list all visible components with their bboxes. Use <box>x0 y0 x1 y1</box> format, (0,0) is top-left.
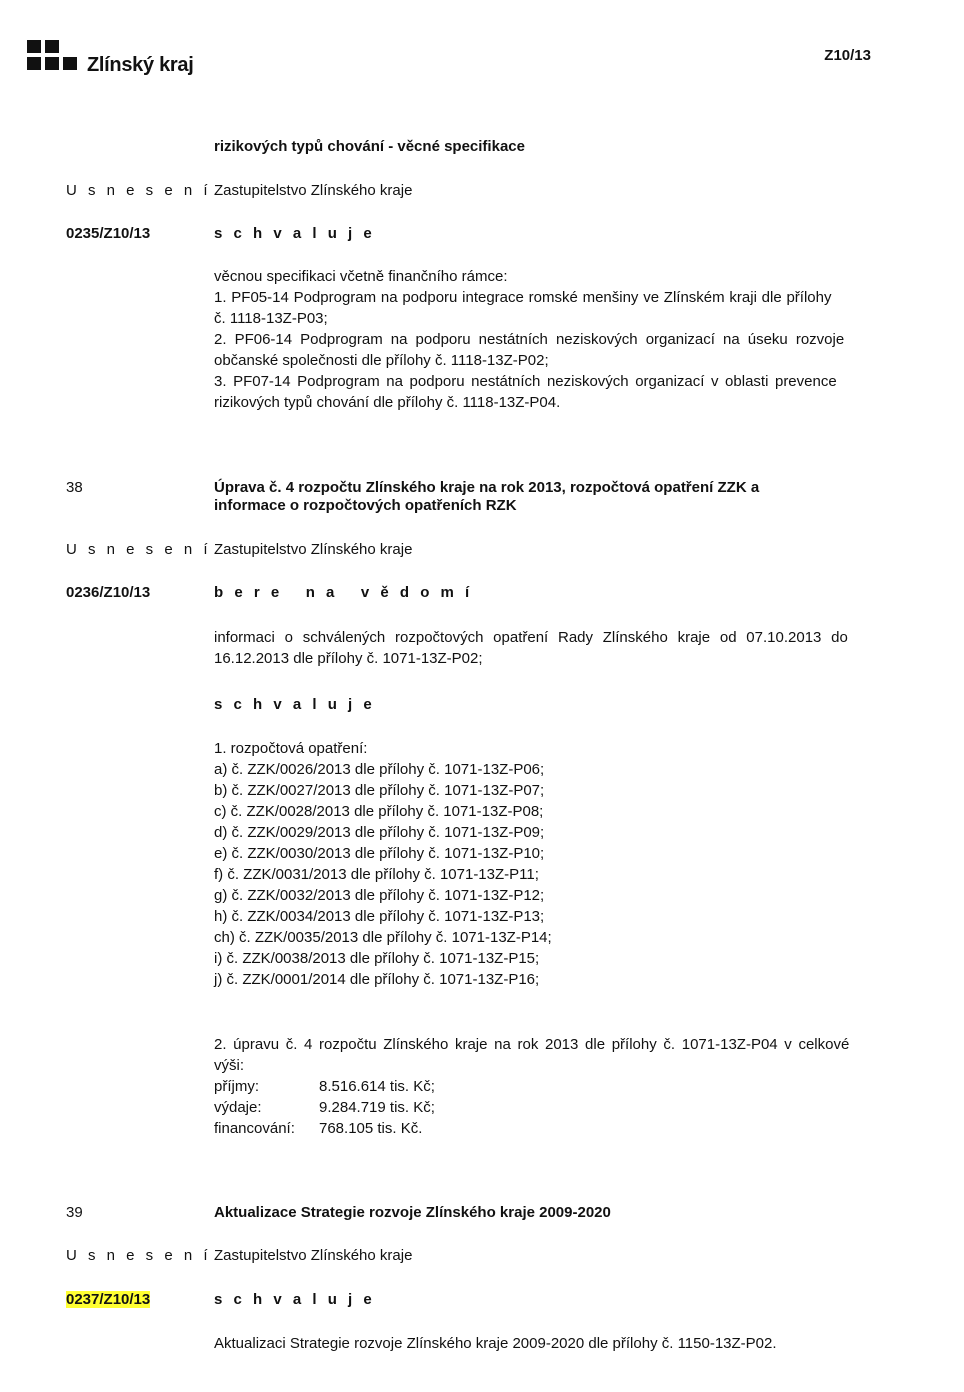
list-item: b) č. ZZK/0027/2013 dle přílohy č. 1071-13Z-P07; <box>214 782 545 799</box>
text-line: č. 1118-13Z-P03; <box>214 310 328 327</box>
budget-label: financování: <box>214 1120 295 1137</box>
item-title-line: Úprava č. 4 rozpočtu Zlínského kraje na rok 2013, rozpočtová opatření ZZK a <box>214 479 760 496</box>
list-item: j) č. ZZK/0001/2014 dle přílohy č. 1071-13Z-P16; <box>214 971 540 988</box>
text-line: výši: <box>214 1057 244 1074</box>
zlinsky-kraj-logo <box>27 36 197 84</box>
text-line: 2. úpravu č. 4 rozpočtu Zlínského kraje na rok 2013 dle přílohy č. 1071-13Z-P04 v celkové <box>214 1036 850 1053</box>
list-item: a) č. ZZK/0026/2013 dle přílohy č. 1071-13Z-P06; <box>214 761 545 778</box>
resolution-verb: s c h v a l u j e <box>214 225 376 242</box>
item-number: 38 <box>66 479 83 496</box>
list-item: c) č. ZZK/0028/2013 dle přílohy č. 1071-13Z-P08; <box>214 803 544 820</box>
item-number: 39 <box>66 1204 83 1221</box>
resolution-body: Zastupitelstvo Zlínského kraje <box>214 541 413 558</box>
budget-label: příjmy: <box>214 1078 259 1095</box>
document-number: Z10/13 <box>824 47 871 64</box>
resolution-verb: s c h v a l u j e <box>214 696 376 713</box>
usneseni-label: U s n e s e n í <box>66 1247 212 1264</box>
logo-square-icon <box>27 57 41 70</box>
resolution-number: 0236/Z10/13 <box>66 584 151 601</box>
list-item: h) č. ZZK/0034/2013 dle přílohy č. 1071-13Z-P13; <box>214 908 545 925</box>
budget-row <box>214 1097 869 1118</box>
usneseni-label: U s n e s e n í <box>66 182 212 199</box>
logo-text: Zlínský kraj <box>87 54 194 76</box>
logo-square-icon <box>27 40 41 53</box>
budget-measures-list <box>214 738 869 990</box>
resolution-text <box>214 266 869 413</box>
resolution-text: Aktualizaci Strategie rozvoje Zlínského kraje 2009-2020 dle přílohy č. 1150-13Z-P02. <box>214 1335 777 1352</box>
resolution-body: Zastupitelstvo Zlínského kraje <box>214 1247 413 1264</box>
logo-square-icon <box>63 57 77 70</box>
list-heading: 1. rozpočtová opatření: <box>214 740 368 757</box>
list-item: e) č. ZZK/0030/2013 dle přílohy č. 1071-13Z-P10; <box>214 845 545 862</box>
text-line: věcnou specifikaci včetně finančního rámce: <box>214 268 508 285</box>
item-title: Aktualizace Strategie rozvoje Zlínského kraje 2009-2020 <box>214 1204 611 1221</box>
list-item: i) č. ZZK/0038/2013 dle přílohy č. 1071-13Z-P15; <box>214 950 540 967</box>
info-text <box>214 627 869 669</box>
text-line: 16.12.2013 dle přílohy č. 1071-13Z-P02; <box>214 650 483 667</box>
text-line: 3. PF07-14 Podprogram na podporu nestátních neziskových organizací v oblasti prevence <box>214 373 837 390</box>
list-item: g) č. ZZK/0032/2013 dle přílohy č. 1071-13Z-P12; <box>214 887 545 904</box>
text-line: 2. PF06-14 Podprogram na podporu nestátních neziskových organizací na úseku rozvoje <box>214 331 845 348</box>
resolution-number: 0235/Z10/13 <box>66 225 151 242</box>
resolution-verb: s c h v a l u j e <box>214 1291 376 1308</box>
item-title-tail: rizikových typů chování - věcné specifikace <box>214 138 525 155</box>
budget-value: 768.105 tis. Kč. <box>319 1120 423 1137</box>
resolution-body: Zastupitelstvo Zlínského kraje <box>214 182 413 199</box>
resolution-verb: b e r e n a v ě d o m í <box>214 584 473 601</box>
text-line: rizikových typů chování dle přílohy č. 1118-13Z-P04. <box>214 394 561 411</box>
item-title-line: informace o rozpočtových opatřeních RZK <box>214 497 517 514</box>
budget-row <box>214 1118 869 1139</box>
resolution-number: 0237/Z10/13 <box>66 1291 151 1308</box>
budget-value: 9.284.719 tis. Kč; <box>319 1099 435 1116</box>
resolution-number-wrap <box>66 1289 150 1310</box>
budget-value: 8.516.614 tis. Kč; <box>319 1078 435 1095</box>
text-line: občanské společnosti dle přílohy č. 1118-13Z-P02; <box>214 352 549 369</box>
text-line: informaci o schválených rozpočtových opatření Rady Zlínského kraje od 07.10.2013 do <box>214 629 848 646</box>
budget-row <box>214 1076 869 1097</box>
logo-square-icon <box>45 40 59 53</box>
usneseni-label: U s n e s e n í <box>66 541 212 558</box>
budget-label: výdaje: <box>214 1099 262 1116</box>
logo-square-icon <box>45 57 59 70</box>
budget-totals <box>214 1034 869 1139</box>
list-item: d) č. ZZK/0029/2013 dle přílohy č. 1071-13Z-P09; <box>214 824 545 841</box>
text-line: 1. PF05-14 Podprogram na podporu integrace romské menšiny ve Zlínském kraji dle přílohy <box>214 289 832 306</box>
list-item: ch) č. ZZK/0035/2013 dle přílohy č. 1071-13Z-P14; <box>214 929 552 946</box>
list-item: f) č. ZZK/0031/2013 dle přílohy č. 1071-13Z-P11; <box>214 866 539 883</box>
